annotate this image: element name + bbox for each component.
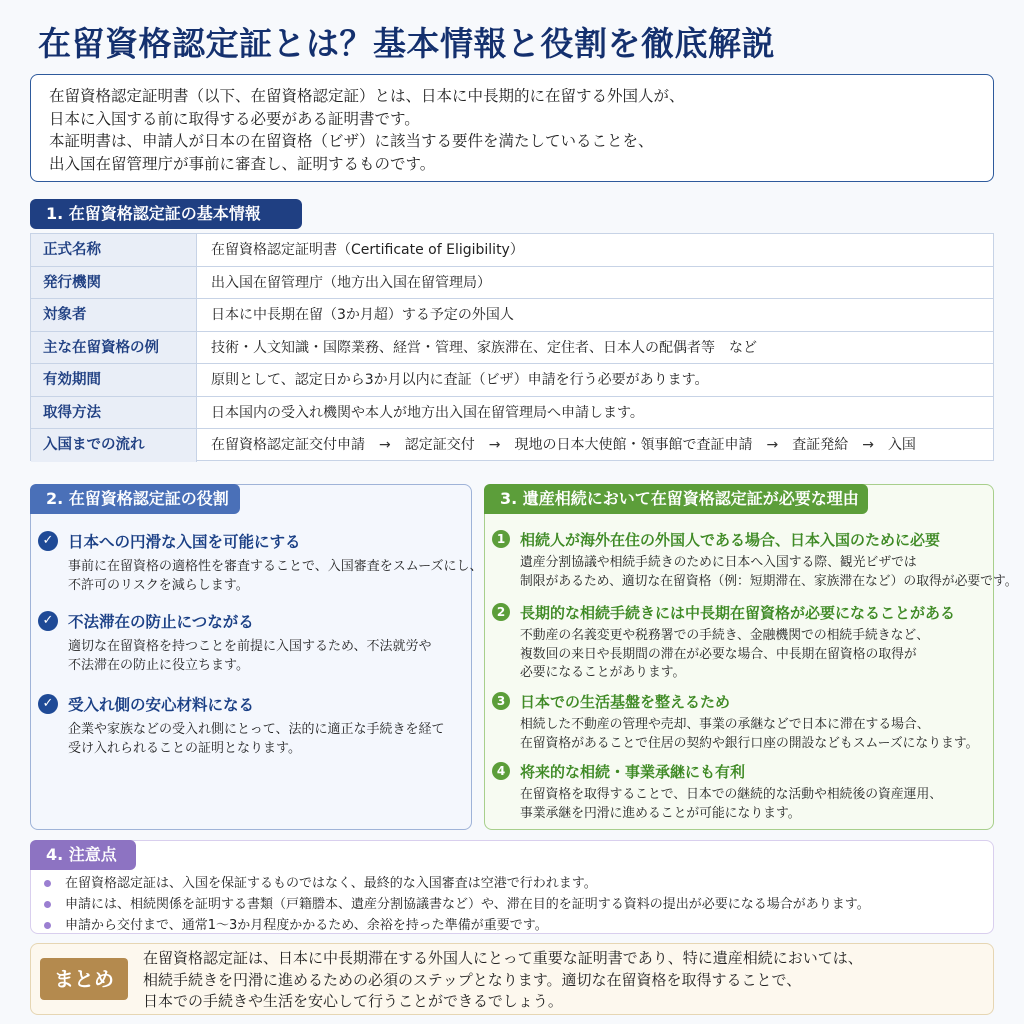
reason-title: 将来的な相続・事業承継にも有利	[520, 762, 746, 781]
summary-line: 日本での手続きや生活を安心して行うことができるでしょう。	[143, 992, 563, 1010]
section1-heading: 1. 在留資格認定証の基本情報	[30, 199, 302, 229]
check-icon: ✓	[38, 531, 58, 551]
caution-list	[44, 873, 984, 936]
flow-step: 査証発給	[792, 437, 849, 453]
number-badge-icon: 3	[492, 692, 510, 710]
arrow-right-icon: →	[862, 437, 874, 453]
arrow-right-icon: →	[379, 437, 391, 453]
row-value: 日本に中長期在留（3か月超）する予定の外国人	[211, 307, 514, 323]
role-desc-line: 不法滞在の防止に役立ちます。	[68, 658, 249, 673]
table-row	[31, 397, 993, 430]
reason-item	[492, 600, 992, 683]
intro-line: 在留資格認定証明書（以下、在留資格認定証）とは、日本に中長期的に在留する外国人が、	[49, 87, 685, 105]
row-label: 入国までの流れ	[31, 429, 197, 462]
reason-desc-line: 制限があるため、適切な在留資格（例：短期滞在、家族滞在など）の取得が必要です。	[520, 573, 1018, 589]
row-value: 技術・人文知識・国際業務、経営・管理、家族滞在、定住者、日本人の配偶者等 など	[211, 339, 757, 356]
reason-desc-line: 在留資格があることで住居の契約や銀行口座の開設などもスムーズになります。	[520, 735, 979, 751]
role-item	[38, 692, 468, 758]
flow-step: 現地の日本大使館・領事館で査証申請	[514, 437, 753, 453]
role-desc-line: 不許可のリスクを減らします。	[68, 578, 249, 593]
arrow-right-icon: →	[488, 437, 501, 453]
check-icon: ✓	[38, 611, 58, 631]
summary-line: 相続手続きを円滑に進めるための必須のステップとなります。適切な在留資格を取得することで、	[143, 970, 802, 989]
caution-text: 申請には、相続関係を証明する書類（戸籍謄本、遺産分割協議書など）や、滞在目的を証明する資料の提出が必要になる場合があります。	[65, 897, 870, 912]
reason-title: 長期的な相続手続きには中長期在留資格が必要になることがある	[520, 603, 956, 622]
check-icon: ✓	[38, 694, 58, 714]
summary-label: まとめ	[40, 958, 128, 1000]
section2-heading: 2. 在留資格認定証の役割	[30, 484, 240, 514]
flow-step: 認定証交付	[404, 437, 475, 453]
table-row	[31, 267, 993, 300]
intro-line: 出入国在留管理庁が事前に審査し、証明するものです。	[49, 154, 436, 173]
reason-item	[492, 689, 992, 753]
row-label: 対象者	[31, 299, 197, 331]
summary-line: 在留資格認定証は、日本に中長期滞在する外国人にとって重要な証明書であり、特に遺産相続においては、	[143, 949, 863, 967]
row-label: 主な在留資格の例	[31, 332, 197, 364]
row-value: 日本国内の受入れ機関や本人が地方出入国在留管理局へ申請します。	[211, 404, 644, 421]
intro-line: 本証明書は、申請人が日本の在留資格（ビザ）に該当する要件を満たしていることを、	[49, 132, 654, 150]
reason-desc-line: 必要になることがあります。	[520, 665, 686, 680]
reason-desc-line: 在留資格を取得することで、日本での継続的な活動や相続後の資産運用、	[520, 787, 943, 802]
section3-heading: 3. 遺産相続において在留資格認定証が必要な理由	[484, 484, 868, 514]
row-label: 取得方法	[31, 397, 197, 429]
number-badge-icon: 4	[492, 762, 510, 780]
role-desc-line: 適切な在留資格を持つことを前提に入国するため、不法就労や	[68, 639, 432, 654]
intro-box	[30, 74, 994, 182]
number-badge-icon: 1	[492, 530, 510, 548]
caution-text: 在留資格認定証は、入国を保証するものではなく、最終的な入国審査は空港で行われます。	[65, 876, 597, 891]
section4-heading: 4. 注意点	[30, 840, 136, 870]
table-row-flow	[31, 429, 993, 462]
table-row	[31, 234, 993, 267]
row-label: 有効期間	[31, 364, 197, 396]
row-value: 在留資格認定証明書（Certificate of Eligibility）	[211, 242, 524, 258]
caution-text: 申請から交付まで、通常1〜3か月程度かかるため、余裕を持った準備が重要です。	[65, 918, 548, 933]
table-row	[31, 364, 993, 397]
row-value: 原則として、認定日から3か月以内に査証（ビザ）申請を行う必要があります。	[211, 372, 709, 388]
reason-title: 日本での生活基盤を整えるため	[520, 692, 731, 711]
bullet-icon	[44, 880, 51, 887]
reason-desc-line: 遺産分割協議や相続手続きのために日本へ入国する際、観光ビザでは	[520, 555, 917, 570]
role-title: 日本への円滑な入国を可能にする	[68, 533, 301, 551]
role-desc-line: 企業や家族などの受入れ側にとって、法的に適正な手続きを経て	[68, 722, 445, 737]
role-item	[38, 609, 468, 675]
basic-info-table	[30, 233, 994, 461]
reason-item	[492, 527, 1018, 591]
row-value: 出入国在留管理庁（地方出入国在留管理局）	[211, 274, 491, 291]
role-desc-line: 事前に在留資格の適格性を審査することで、入国審査をスムーズにし、	[68, 559, 483, 574]
reason-item	[492, 759, 992, 823]
reason-desc-line: 不動産の名義変更や税務署での手続き、金融機関での相続手続きなど、	[520, 628, 929, 643]
reason-desc-line: 複数回の来日や長期間の滞在が必要な場合、中長期在留資格の取得が	[520, 646, 917, 662]
flow-step: 在留資格認定証交付申請	[211, 437, 365, 453]
summary-text	[143, 948, 989, 1013]
row-label: 発行機関	[31, 267, 197, 299]
bullet-icon	[44, 922, 51, 929]
arrow-right-icon: →	[766, 437, 779, 453]
reason-desc-line: 事業承継を円滑に進めることが可能になります。	[520, 805, 801, 821]
role-desc-line: 受け入れられることの証明となります。	[68, 741, 301, 756]
role-title: 不法滞在の防止につながる	[68, 613, 254, 631]
list-item	[44, 873, 984, 894]
intro-line: 日本に入国する前に取得する必要がある証明書です。	[49, 109, 420, 128]
list-item	[44, 915, 984, 936]
reason-desc-line: 相続した不動産の管理や売却、事業の承継などで日本に滞在する場合、	[520, 717, 930, 732]
bullet-icon	[44, 901, 51, 908]
number-badge-icon: 2	[492, 603, 510, 621]
reason-title: 相続人が海外在住の外国人である場合、日本入国のために必要	[520, 530, 941, 549]
page-title: 在留資格認定証とは？基本情報と役割を徹底解説	[38, 24, 775, 63]
row-label: 正式名称	[31, 234, 197, 266]
table-row	[31, 332, 993, 365]
entry-flow	[197, 429, 993, 462]
role-item	[38, 529, 483, 595]
role-title: 受入れ側の安心材料になる	[68, 696, 255, 714]
list-item	[44, 894, 984, 915]
flow-step: 入国	[887, 437, 916, 453]
table-row	[31, 299, 993, 332]
